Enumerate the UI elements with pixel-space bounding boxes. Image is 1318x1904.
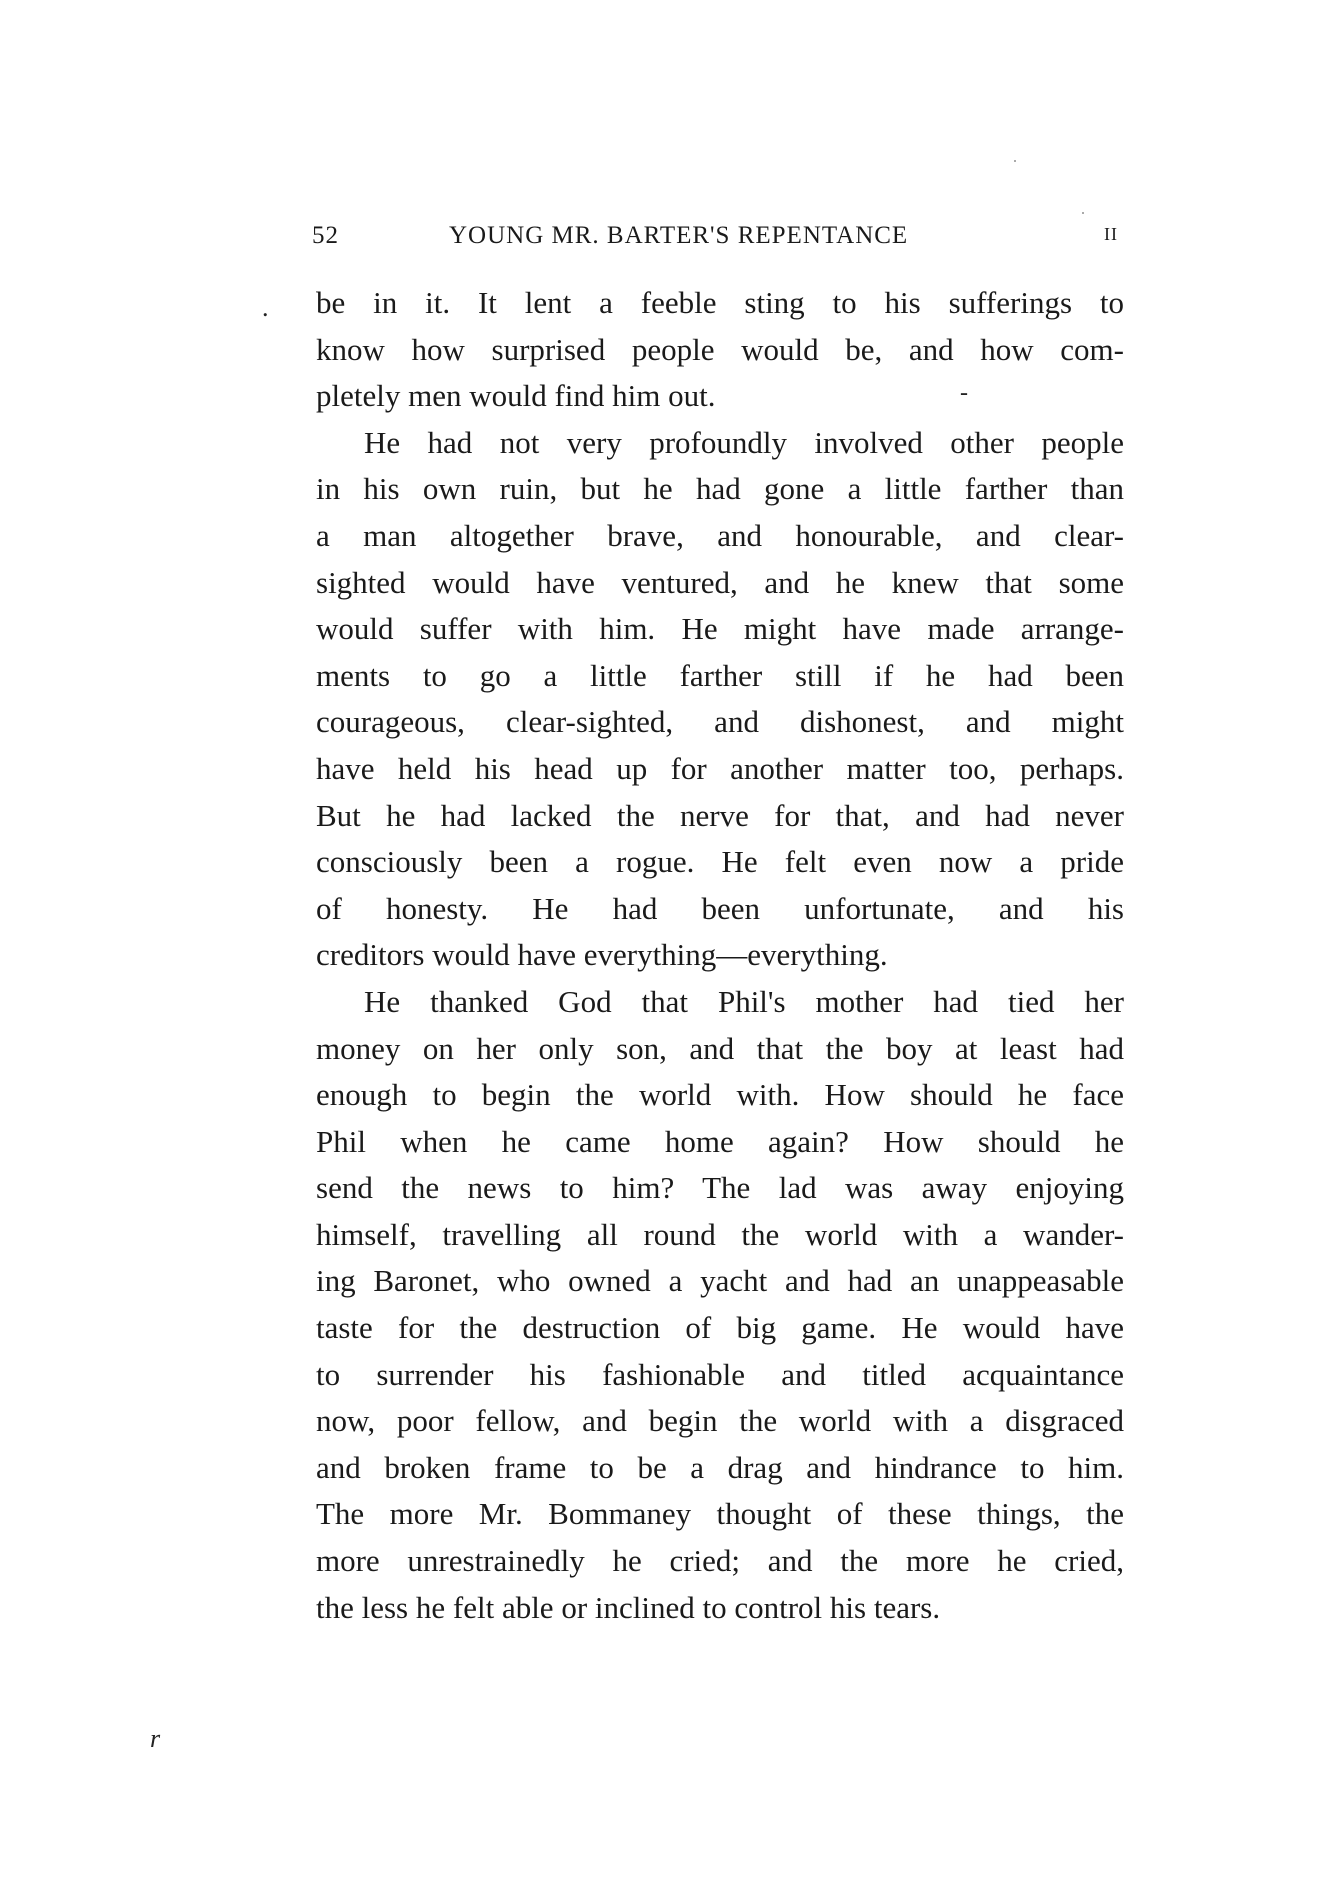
text-line: enough to begin the world with. How should he face [316,1077,1124,1113]
paper-speck [1082,212,1084,214]
paragraph-first-line: He had not very profoundly involved other people [364,424,1124,460]
text-line: sighted would have ventured, and he knew that some [316,564,1124,600]
text-line: money on her only son, and that the boy at least had [316,1030,1124,1066]
bottom-margin-mark: r [150,1724,161,1753]
text-line: have held his head up for another matter too, perhaps. [316,750,1124,786]
text-line: ments to go a little farther still if he had been [316,657,1124,693]
text-line: send the news to him? The lad was away enjoying [316,1170,1124,1206]
text-line: taste for the destruction of big game. He would have [316,1310,1124,1346]
running-header [312,218,1118,258]
text-line: more unrestrainedly he cried; and the more he cried, [316,1543,1124,1579]
text-line: consciously been a rogue. He felt even now a pride [316,844,1124,880]
page-number: 52 [312,222,339,249]
paragraph-first-line: He thanked God that Phil's mother had tied her [364,983,1124,1019]
text-line: But he had lacked the nerve for that, and had never [316,797,1124,833]
text-line: pletely men would find him out. [316,378,716,414]
text-line: and broken frame to be a drag and hindrance to him. [316,1449,1124,1485]
text-line: in his own ruin, but he had gone a little farther than [316,471,1124,507]
signature-mark: II [1104,224,1118,244]
text-line: the less he felt able or inclined to control his tears. [316,1589,941,1625]
text-line: a man altogether brave, and honourable, and clear- [316,517,1124,553]
text-line: himself, travelling all round the world with a wander- [316,1216,1124,1252]
text-line: now, poor fellow, and begin the world with a disgraced [316,1403,1124,1439]
text-line: courageous, clear-sighted, and dishonest, and might [316,704,1124,740]
text-line: of honesty. He had been unfortunate, and his [316,890,1124,926]
text-line: ing Baronet, who owned a yacht and had an unappeasable [316,1263,1124,1299]
text-line: be in it. It lent a feeble sting to his sufferings to [316,285,1124,320]
running-title: YOUNG MR. BARTER'S REPENTANCE [449,222,909,249]
text-line: to surrender his fashionable and titled acquaintance [316,1356,1124,1392]
text-line: creditors would have everything—everything. [316,937,888,973]
paper-speck [1014,160,1016,162]
text-line: Phil when he came home again? How should he [316,1123,1124,1159]
text-line: know how surprised people would be, and how com- [316,331,1124,367]
stray-dash: - [960,380,968,406]
text-line: would suffer with him. He might have made arrange- [316,611,1124,647]
body-text [316,280,1124,1631]
text-line: The more Mr. Bommaney thought of these things, the [316,1496,1124,1532]
margin-dot: . [262,293,269,322]
